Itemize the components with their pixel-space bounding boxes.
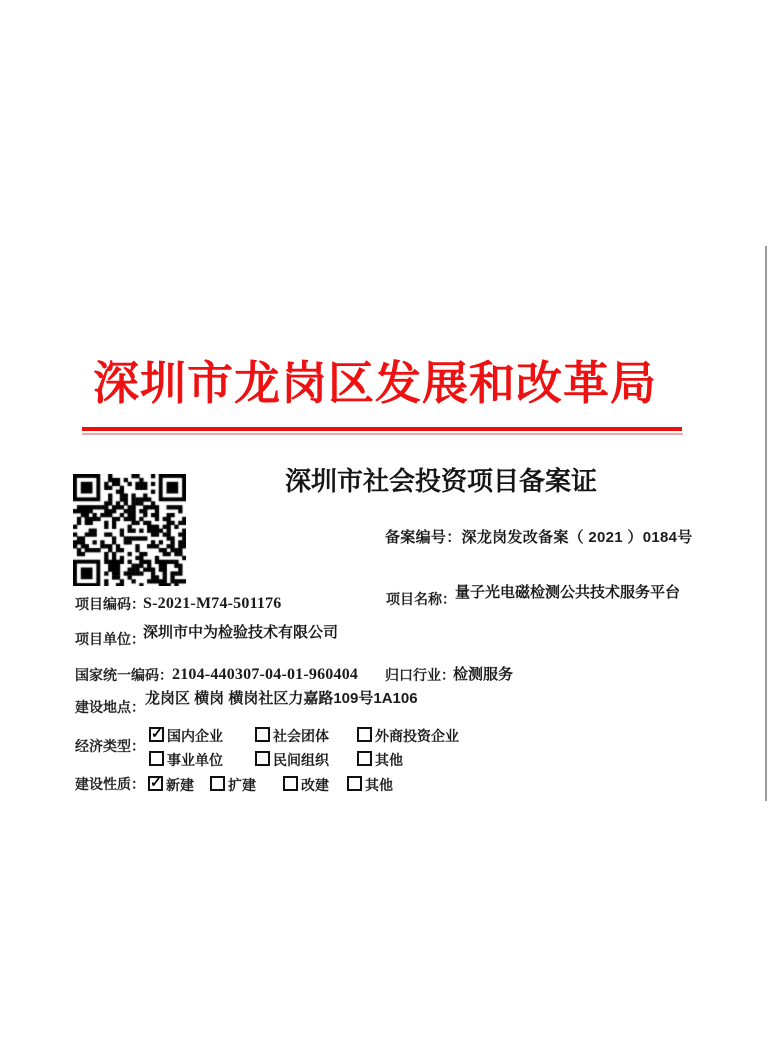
checkbox-icon[interactable] — [148, 776, 163, 791]
checkbox-label: 其他 — [375, 752, 403, 768]
filing-number — [385, 529, 693, 546]
checkbox-economic-public-institution[interactable] — [149, 750, 223, 770]
checkbox-label: 外商投资企业 — [375, 728, 459, 744]
qr-code-icon — [73, 474, 186, 586]
checkbox-label: 事业单位 — [167, 752, 223, 768]
letterhead-rule-thin — [82, 433, 683, 435]
national-code-value: 2104-440307-04-01-960404 — [172, 666, 359, 683]
checkbox-economic-social-group[interactable] — [255, 726, 329, 746]
checkbox-icon[interactable] — [357, 751, 372, 766]
letterhead-rule-thick — [82, 427, 682, 431]
issuer-letterhead: 深圳市龙岗区发展和改革局 — [93, 358, 657, 409]
checkbox-nature-expansion[interactable] — [210, 775, 256, 795]
checkbox-icon[interactable] — [149, 727, 164, 742]
project-unit-value: 深圳市中为检验技术有限公司 — [143, 624, 339, 641]
economic-type-label: 经济类型： — [75, 738, 145, 754]
project-name-value: 量子光电磁检测公共技术服务平台 — [455, 584, 681, 601]
filing-number-value: 深龙岗发改备案（ 2021 ）0184号 — [461, 529, 693, 546]
checkbox-label: 国内企业 — [167, 728, 223, 744]
page-edge-line — [765, 246, 767, 801]
national-code-label: 国家统一编码： — [75, 667, 173, 683]
checkbox-label: 民间组织 — [273, 752, 329, 768]
checkbox-icon[interactable] — [149, 751, 164, 766]
checkbox-economic-civil-organization[interactable] — [255, 750, 329, 770]
checkbox-icon[interactable] — [357, 727, 372, 742]
checkbox-label: 改建 — [301, 777, 329, 793]
project-code-value: S-2021-M74-501176 — [143, 595, 282, 612]
checkbox-economic-domestic-enterprise[interactable] — [149, 726, 223, 746]
checkbox-icon[interactable] — [210, 776, 225, 791]
checkbox-label: 新建 — [166, 777, 194, 793]
project-unit-label: 项目单位： — [75, 631, 145, 647]
checkbox-economic-foreign-invested[interactable] — [357, 726, 459, 746]
checkbox-icon[interactable] — [255, 751, 270, 766]
checkbox-economic-other[interactable] — [357, 750, 403, 770]
location-label: 建设地点： — [75, 699, 145, 715]
checkbox-label: 其他 — [365, 777, 393, 793]
checkbox-nature-new-construction[interactable] — [148, 775, 194, 795]
filing-number-label: 备案编号： — [385, 529, 462, 546]
checkbox-label: 扩建 — [228, 777, 256, 793]
industry-label: 归口行业： — [385, 667, 455, 683]
project-code-label: 项目编码： — [75, 596, 145, 612]
checkbox-label: 社会团体 — [273, 728, 329, 744]
certificate-title: 深圳市社会投资项目备案证 — [285, 467, 598, 496]
checkbox-icon[interactable] — [255, 727, 270, 742]
construction-nature-label: 建设性质： — [75, 776, 145, 792]
location-value: 龙岗区 横岗 横岗社区力嘉路109号1A106 — [145, 690, 418, 707]
checkbox-nature-other[interactable] — [347, 775, 393, 795]
checkbox-nature-renovation[interactable] — [283, 775, 329, 795]
checkbox-icon[interactable] — [347, 776, 362, 791]
project-name-label: 项目名称： — [386, 591, 456, 607]
checkbox-icon[interactable] — [283, 776, 298, 791]
industry-value: 检测服务 — [453, 666, 514, 683]
